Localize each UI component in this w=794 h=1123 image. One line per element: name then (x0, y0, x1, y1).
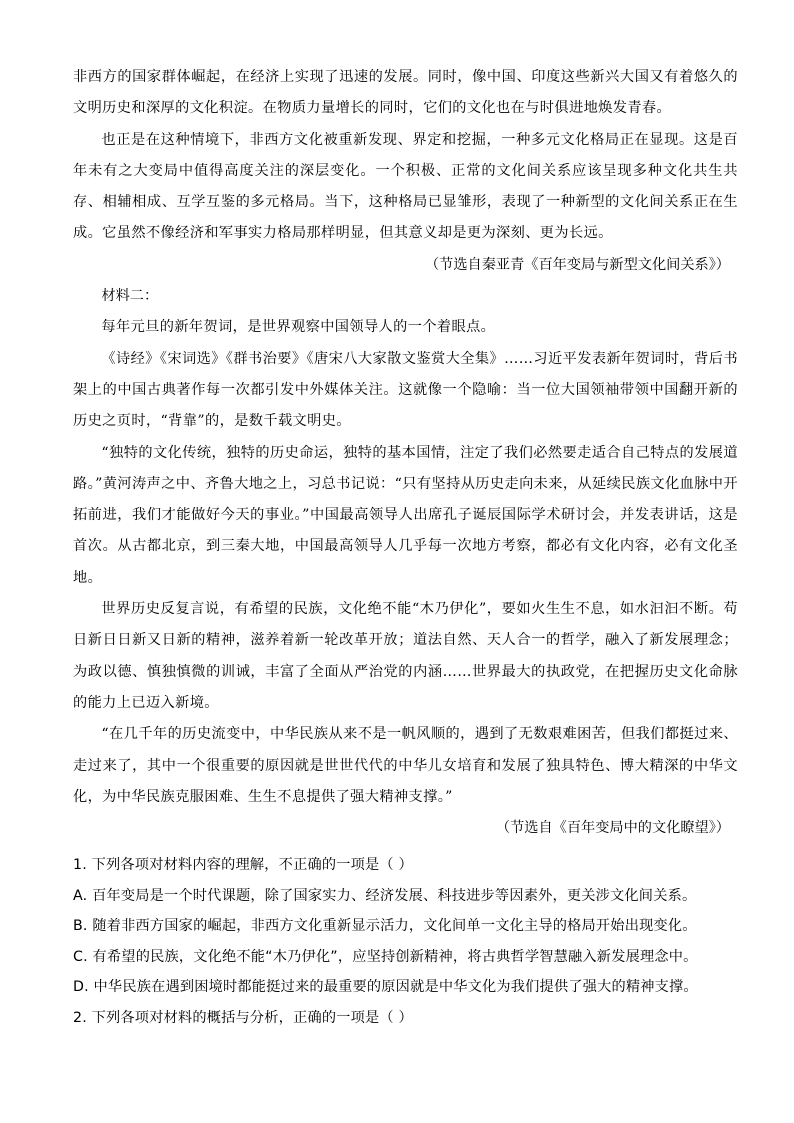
question-2 (73, 1003, 738, 1034)
material-two-paragraph-5: “在几千年的历史流变中，中华民族从来不是一帆风顺的，遇到了无数艰难困苦，但我们都挺过来、走过来了，其中一个很重要的原因就是世世代代的中华儿女培育和发展了独具特色、博大精深的中华文化，为中华民族克服困难、生生不息提供了强大精神支撑。” (73, 726, 738, 805)
material-two-label: 材料二： (101, 288, 159, 305)
material-two-paragraph-2: 《诗经》《宋词选》《群书治要》《唐宋八大家散文鉴赏大全集》……习近平发表新年贺词时，背后书架上的中国古典著作每一次都引发中外媒体关注。这就像一个隐喻：当一位大国领袖带领中国翻开新的历史之页时，“背靠”的，是数千载文明史。 (73, 350, 738, 430)
material-one-source: （节选自秦亚青《百年变局与新型文化间关系》） (424, 256, 730, 273)
question-1-stem: 1. 下列各项对材料内容的理解，不正确的一项是（ ） (73, 857, 413, 874)
material-two-paragraph-4: 世界历史反复言说，有希望的民族，文化绝不能“木乃伊化”，要如火生生不息，如水汩汩不断。苟日新日日新又日新的精神，滋养着新一轮改革开放；道法自然、天人合一的哲学，融入了新发展理念；为政以德、慎独慎微的训诫，丰富了全面从严治党的内涵……世界最大的执政党，在把握历史文化命脉的能力上已迈入新境。 (73, 601, 738, 711)
material-two (73, 281, 738, 844)
material-one-paragraph-1: 非西方的国家群体崛起，在经济上实现了迅速的发展。同时，像中国、印度这些新兴大国又有着悠久的文明历史和深厚的文化积淀。在物质力量增长的同时，它们的文化也在与时俱进地焕发青春。 (73, 69, 738, 117)
material-two-paragraph-1: 每年元旦的新年贺词，是世界观察中国领导人的一个着眼点。 (101, 319, 496, 336)
material-two-source: （节选自《百年变局中的文化瞭望》） (495, 820, 730, 837)
question-1-option-a: A. 百年变局是一个时代课题，除了国家实力、经济发展、科技进步等因素外，更关涉文化间关系。 (73, 887, 697, 904)
material-one-paragraph-2: 也正是在这种情境下，非西方文化被重新发现、界定和挖掘，一种多元文化格局正在显现。这是百年未有之大变局中值得高度关注的深层变化。一个积极、正常的文化间关系应该呈现多种文化共生共存、相辅相成、互学互鉴的多元格局。当下，这种格局已显雏形，表现了一种新型的文化间关系正在生成。它虽然不像经济和军事实力格局那样明显，但其意义却是更为深刻、更为长远。 (73, 131, 738, 242)
question-1-option-c: C. 有希望的民族，文化绝不能“木乃伊化”，应坚持创新精神，将古典哲学智慧融入新发展理念中。 (73, 948, 698, 965)
question-1-option-b: B. 随着非西方国家的崛起，非西方文化重新显示活力，文化间单一文化主导的格局开始出现变化。 (73, 918, 697, 935)
material-one (73, 62, 738, 281)
question-1 (73, 850, 738, 1003)
question-1-option-d: D. 中华民族在遇到困境时都能挺过来的最重要的原因就是中华文化为我们提供了强大的精神支撑。 (73, 979, 698, 996)
question-2-stem: 2. 下列各项对材料的概括与分析，正确的一项是（ ） (73, 1009, 413, 1026)
material-two-paragraph-3: “独特的文化传统，独特的历史命运，独特的基本国情，注定了我们必然要走适合自己特点的发展道路。”黄河涛声之中、齐鲁大地之上，习总书记说：“只有坚持从历史走向未来，从延续民族文化血脉中开拓前进，我们才能做好今天的事业。”中国最高领导人出席孔子诞辰国际学术研讨会，并发表讲话，这是首次。从古都北京，到三秦大地，中国最高领导人几乎每一次地方考察，都必有文化内容，必有文化圣地。 (73, 444, 738, 586)
